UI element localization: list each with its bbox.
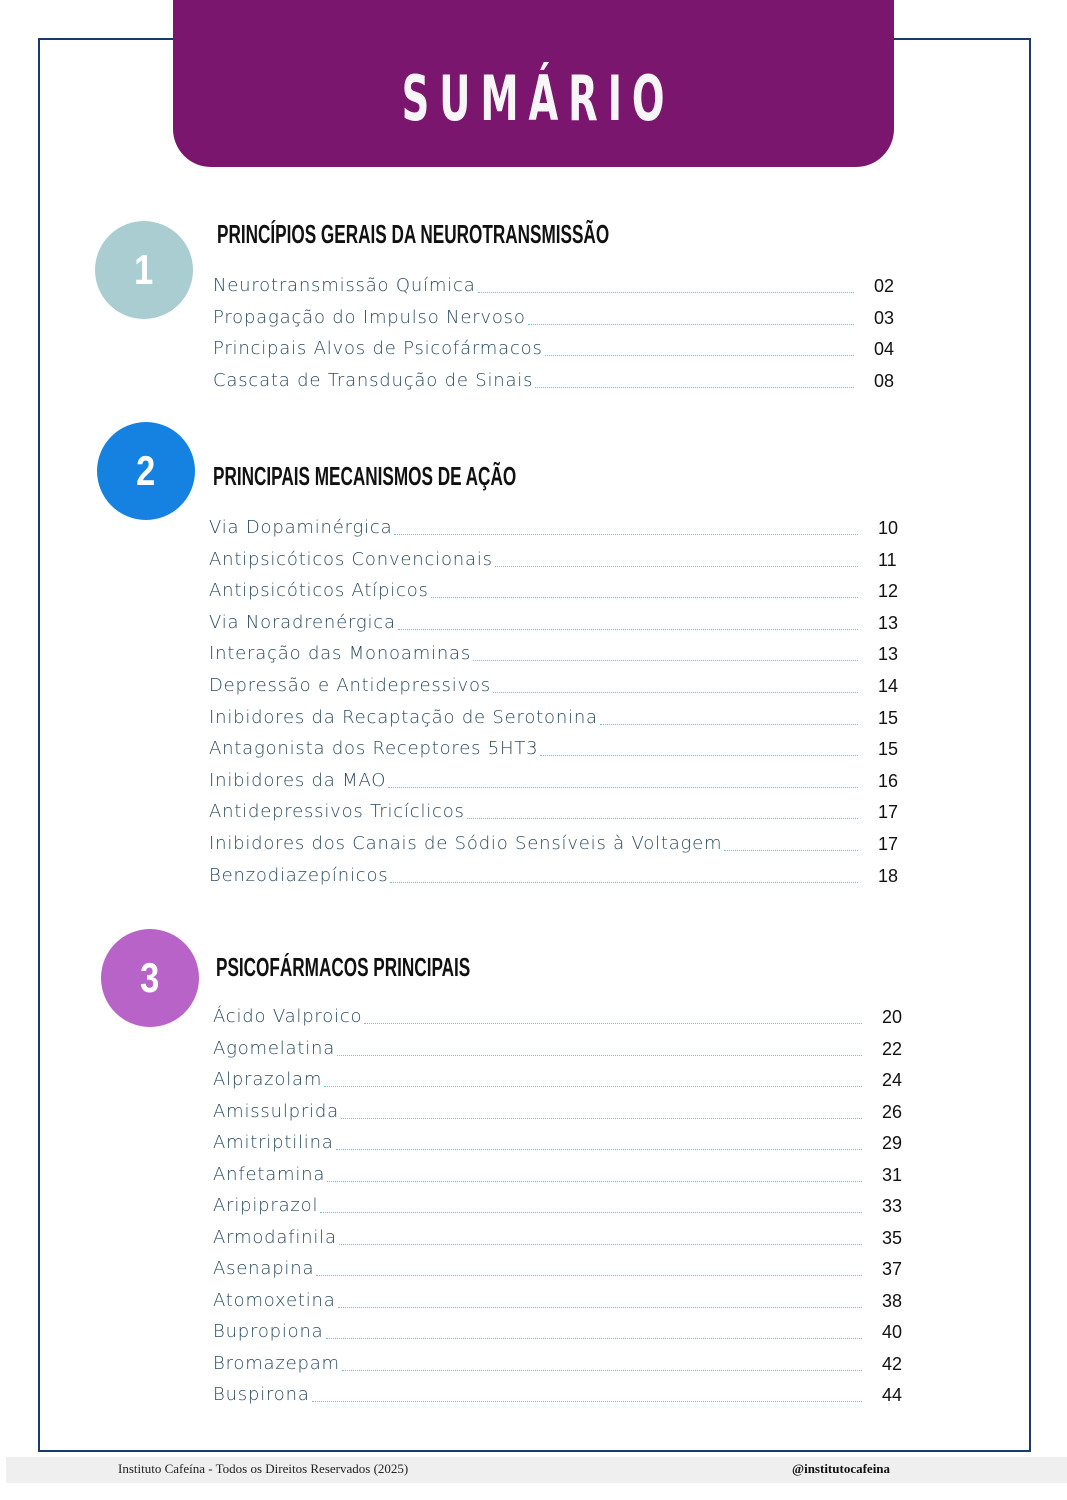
dot-leader xyxy=(312,1401,862,1402)
toc-entry[interactable] xyxy=(213,1190,903,1218)
toc-entry-page: 15 xyxy=(878,707,899,728)
toc-entry-label: Antipsicóticos Convencionais xyxy=(209,548,493,570)
toc-entry-page: 20 xyxy=(882,1007,903,1027)
toc-entry-page: 04 xyxy=(874,339,895,360)
toc-entry-page: 26 xyxy=(882,1101,903,1122)
toc-entry-page: 13 xyxy=(878,644,899,665)
dot-leader xyxy=(495,566,858,567)
toc-entry[interactable] xyxy=(213,1096,903,1124)
toc-entry-label: Aripiprazol xyxy=(213,1195,319,1216)
toc-entry[interactable] xyxy=(209,796,899,824)
dot-leader xyxy=(341,1118,862,1119)
dot-leader xyxy=(324,1086,862,1087)
dot-leader xyxy=(388,787,858,788)
dot-leader xyxy=(327,1181,862,1182)
dot-leader xyxy=(528,324,854,325)
section-number: 2 xyxy=(136,447,156,494)
toc-entry-label: Ácido Valproico xyxy=(213,1006,363,1027)
toc-entry-label: Buspirona xyxy=(213,1384,310,1405)
dot-leader xyxy=(342,1370,862,1371)
toc-entry-page: 29 xyxy=(882,1133,903,1153)
toc-entry-label: Benzodiazepínicos xyxy=(209,864,389,886)
toc-entry-label: Neurotransmissão Química xyxy=(213,275,476,296)
toc-entry-page: 40 xyxy=(882,1322,903,1342)
toc-entry-label: Antagonista dos Receptores 5HT3 xyxy=(209,738,539,760)
dot-leader xyxy=(431,597,858,598)
toc-entry[interactable] xyxy=(209,544,897,572)
dot-leader xyxy=(398,629,858,630)
dot-leader xyxy=(316,1275,862,1276)
toc-entry-page: 17 xyxy=(878,802,899,823)
toc-entry-label: Agomelatina xyxy=(213,1037,336,1059)
dot-leader xyxy=(467,818,858,819)
toc-entry-label: Atomoxetina xyxy=(213,1289,336,1311)
section-number: 1 xyxy=(134,246,154,293)
toc-entry-label: Via Noradrenérgica xyxy=(209,611,396,633)
toc-entry-label: Inibidores da Recaptação de Serotonina xyxy=(209,706,598,728)
toc-entry-page: 08 xyxy=(874,371,895,392)
toc-entry-label: Anfetamina xyxy=(213,1163,326,1185)
toc-entry[interactable] xyxy=(213,1222,903,1250)
toc-entry[interactable] xyxy=(213,1253,903,1281)
toc-entry[interactable] xyxy=(209,733,899,761)
toc-entry-label: Principais Alvos de Psicofármacos xyxy=(213,338,543,360)
section-number-badge xyxy=(101,929,199,1027)
toc-entry-label: Antidepressivos Tricíclicos xyxy=(209,801,465,823)
toc-entry-page: 18 xyxy=(878,865,899,886)
toc-entry[interactable] xyxy=(209,702,899,730)
section-title: PRINCIPAIS MECANISMOS DE AÇÃO xyxy=(213,461,517,491)
toc-entry-page: 16 xyxy=(878,770,899,791)
toc-entry[interactable] xyxy=(213,1285,903,1313)
dot-leader xyxy=(337,1055,862,1056)
toc-entry-page: 02 xyxy=(874,276,895,296)
dot-leader xyxy=(338,1307,862,1308)
page-title: SUMÁRIO xyxy=(401,62,675,135)
toc-entry-label: Depressão e Antidepressivos xyxy=(209,675,491,696)
toc-entry-label: Asenapina xyxy=(213,1258,315,1279)
dot-leader xyxy=(545,355,854,356)
section-title: PSICOFÁRMACOS PRINCIPAIS xyxy=(216,952,471,982)
toc-entry-page: 33 xyxy=(882,1196,903,1216)
toc-entry[interactable] xyxy=(209,575,899,603)
toc-entry-page: 24 xyxy=(882,1070,903,1090)
dot-leader xyxy=(390,882,858,883)
toc-entry-page: 10 xyxy=(878,518,899,538)
toc-entry[interactable] xyxy=(209,828,899,856)
toc-entry-page: 35 xyxy=(882,1227,903,1248)
dot-leader xyxy=(600,724,858,725)
toc-entry-page: 13 xyxy=(878,612,899,633)
toc-entry-label: Propagação do Impulso Nervoso xyxy=(213,306,526,328)
toc-entry-label: Bupropiona xyxy=(213,1321,324,1342)
toc-entry-page: 17 xyxy=(878,834,899,854)
dot-leader xyxy=(394,534,858,535)
toc-entry[interactable] xyxy=(213,1379,903,1407)
toc-entry[interactable] xyxy=(213,1064,903,1092)
toc-entry[interactable] xyxy=(213,270,895,298)
toc-entry-page: 15 xyxy=(878,739,899,760)
dot-leader xyxy=(339,1244,862,1245)
toc-entry-label: Cascata de Transdução de Sinais xyxy=(213,370,534,392)
toc-entry-label: Bromazepam xyxy=(213,1352,340,1374)
toc-entry[interactable] xyxy=(213,302,895,330)
dot-leader xyxy=(724,850,858,851)
toc-entry-page: 37 xyxy=(882,1259,903,1279)
toc-entry[interactable] xyxy=(213,1033,903,1061)
toc-entry[interactable] xyxy=(213,1348,903,1376)
toc-entry-label: Interação das Monoaminas xyxy=(209,643,472,665)
toc-entry-label: Antipsicóticos Atípicos xyxy=(209,580,429,602)
toc-entry-label: Amissulprida xyxy=(213,1100,339,1122)
footer xyxy=(6,1457,1067,1483)
toc-entry-label: Armodafinila xyxy=(213,1226,337,1248)
section-number: 3 xyxy=(140,954,160,1001)
toc-entry[interactable] xyxy=(213,333,895,361)
dot-leader xyxy=(535,387,854,388)
title-banner xyxy=(173,0,894,167)
toc-entry-page: 22 xyxy=(882,1038,903,1059)
dot-leader xyxy=(320,1212,862,1213)
footer-handle[interactable]: @institutocafeina xyxy=(792,1461,891,1476)
dot-leader xyxy=(473,660,858,661)
toc-entry[interactable] xyxy=(213,1316,903,1344)
dot-leader xyxy=(493,692,858,693)
toc-entry-label: Amitriptilina xyxy=(213,1132,334,1153)
toc-entry-page: 38 xyxy=(882,1290,903,1311)
toc-entry-label: Alprazolam xyxy=(213,1069,323,1090)
footer-copyright: Instituto Cafeína - Todos os Direitos Reservados (2025) xyxy=(118,1461,409,1476)
toc-entry-label: Inibidores dos Canais de Sódio Sensíveis à Voltagem xyxy=(209,833,723,854)
dot-leader xyxy=(336,1149,862,1150)
section-number-badge xyxy=(97,422,195,520)
dot-leader xyxy=(326,1338,862,1339)
toc-entry[interactable] xyxy=(209,512,899,540)
toc-entry-page: 11 xyxy=(878,549,897,570)
toc-entry-page: 12 xyxy=(878,581,899,602)
toc-entry-page: 14 xyxy=(878,676,899,696)
toc-entry[interactable] xyxy=(213,1127,903,1155)
toc-entry[interactable] xyxy=(209,765,899,793)
toc-entry[interactable] xyxy=(213,1001,903,1029)
toc-entry-page: 44 xyxy=(882,1385,903,1405)
toc-entry-page: 03 xyxy=(874,307,895,328)
toc-entry-page: 31 xyxy=(882,1164,903,1185)
section-title: PRINCÍPIOS GERAIS DA NEUROTRANSMISSÃO xyxy=(217,219,610,249)
toc-entry[interactable] xyxy=(209,860,899,888)
dot-leader xyxy=(540,755,858,756)
dot-leader xyxy=(364,1023,862,1024)
toc-entry-label: Via Dopaminérgica xyxy=(209,517,393,538)
toc-entry[interactable] xyxy=(209,670,899,698)
toc-entry[interactable] xyxy=(209,638,899,666)
dot-leader xyxy=(478,292,854,293)
toc-entry[interactable] xyxy=(213,365,895,393)
toc-entry[interactable] xyxy=(209,607,899,635)
toc-entry-label: Inibidores da MAO xyxy=(209,769,387,791)
section-number-badge xyxy=(95,221,193,319)
toc-entry-page: 42 xyxy=(882,1353,903,1374)
toc-entry[interactable] xyxy=(213,1159,903,1187)
